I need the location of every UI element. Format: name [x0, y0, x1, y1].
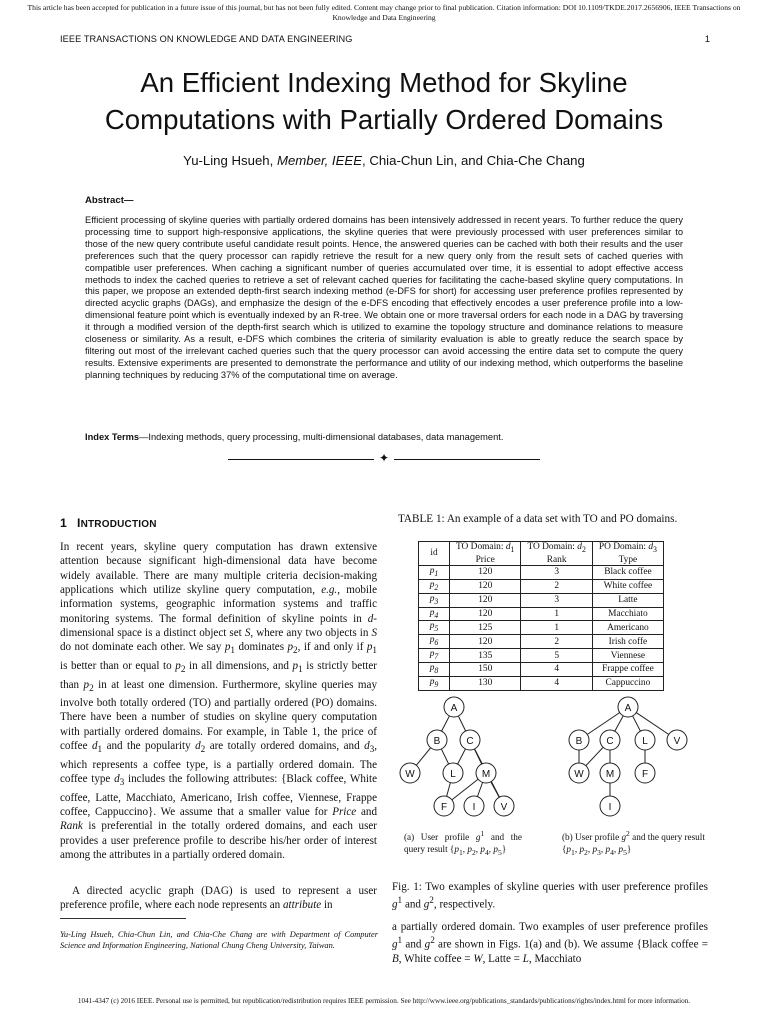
svg-text:I: I	[472, 802, 476, 813]
g2-node-i	[600, 796, 620, 816]
section-title-rest: NTRODUCTION	[80, 519, 157, 530]
g2-node-w	[569, 763, 589, 783]
publication-notice: This article has been accepted for publication in a future issue of this journal, but has not been fully edited. Content may change prior to final publication. Citation information: DOI 10.1109/TKDE.2017.2656906, IEEE Transactions on Knowledge and Data Engineering	[27, 3, 741, 22]
cell-type: Americano	[592, 621, 663, 635]
index-terms-text: —Indexing methods, query processing, multi-dimensional databases, data management.	[139, 432, 504, 442]
g1-node-i	[464, 796, 484, 816]
cell-type: Black coffee	[592, 565, 663, 579]
svg-text:B: B	[433, 736, 441, 747]
g1-node-l	[443, 763, 463, 783]
g2-node-b	[569, 730, 589, 750]
g2-node-v	[667, 730, 687, 750]
g1-node-v	[494, 796, 514, 816]
divider-line-right	[394, 459, 540, 460]
cell-price: 150	[450, 663, 521, 677]
table-row	[419, 649, 664, 663]
index-terms	[85, 432, 685, 442]
cell-id: $p_5$	[419, 621, 450, 635]
index-terms-label: Index Terms	[85, 432, 140, 442]
table-row	[419, 635, 664, 649]
svg-text:V: V	[500, 802, 508, 813]
intro-paragraph-2: A directed acyclic graph (DAG) is used to represent a user preference profile, where each node represents an attribute in	[60, 885, 377, 912]
table-row	[419, 607, 664, 621]
cell-rank: 1	[521, 621, 592, 635]
data-table	[418, 541, 664, 691]
right-column-paragraph: a partially ordered domain. Two examples of user preference profiles $g^1$ and $g^2$ are shown in Figs. 1(a) and (b). We assume {Black coffee = B, White coffee = W, Latte = L, Macchiato	[392, 921, 708, 966]
author-1-role: Member, IEEE	[276, 153, 362, 168]
table-header-domain2: TO Domain: $d_2$	[521, 542, 592, 555]
cell-rank: 3	[521, 593, 592, 607]
cell-id: $p_3$	[419, 593, 450, 607]
g1-node-a	[444, 697, 464, 717]
cell-rank: 3	[521, 565, 592, 579]
g2-node-c	[600, 730, 620, 750]
author-list	[40, 153, 728, 168]
g1-node-c	[460, 730, 480, 750]
paper-title	[40, 64, 728, 138]
table-body	[419, 565, 664, 690]
cell-rank: 4	[521, 663, 592, 677]
author-affiliation-footnote: Yu-Ling Hsueh, Chia-Chun Lin, and Chia-Che Chang are with Department of Computer Science and Information Engineering, National Chung Cheng University, Taiwan.	[60, 930, 378, 950]
table-row	[419, 593, 664, 607]
svg-text:I: I	[608, 802, 612, 813]
footnote-rule	[60, 918, 186, 919]
author-1: Yu-Ling Hsueh,	[183, 153, 277, 168]
cell-price: 120	[450, 565, 521, 579]
cell-type: Irish coffe	[592, 635, 663, 649]
g2-node-l	[635, 730, 655, 750]
title-line-1: An Efficient Indexing Method for Skyline	[140, 67, 628, 98]
table-header-price: Price	[450, 555, 521, 566]
cell-rank: 1	[521, 607, 592, 621]
svg-text:W: W	[574, 769, 584, 780]
section-title-initial: I	[76, 516, 81, 530]
title-line-2: Computations with Partially Ordered Domains	[104, 104, 664, 135]
page-number: 1	[704, 34, 710, 44]
cell-price: 120	[450, 579, 521, 593]
cell-price: 120	[450, 607, 521, 621]
other-authors: , Chia-Chun Lin, and Chia-Che Chang	[362, 153, 585, 168]
cell-rank: 5	[521, 649, 592, 663]
intro-paragraph-1: In recent years, skyline query computation has drawn extensive attention because significant high-dimensional data have become widely available. There are many multiple criteria decision-making applications which utilize skyline query computation, e.g., mobile information systems, geographic information systems and traffic monitoring systems. The formal definition of skyline points in d-dimensional space is a distinct object set S, where any two objects in S do not dominate each other. We say $p_1$ dominates $p_2$, if and only if $p_1$ is better than or equal to $p_2$ in all dimensions, and $p_1$ is strictly better than $p_2$ in at least one dimension. Furthermore, skyline queries may involve both totally ordered (TO) and partially ordered (PO) domains. There have been a number of studies on skyline query computation with partially ordered domains. For example, in Table 1, the price of coffee $d_1$ and the popularity $d_2$ are totally ordered domains, and $d_3$, which represents a coffee type, is a partially ordered domain. The coffee type $d_3$ includes the following attributes: {Black coffee, White coffee, Latte, Macchiato, Americano, Irish coffee, Viennese, Frappe coffee, Cappuccino}. We assume that a smaller value for Price and Rank is preferential in the totally ordered domains, and each user provides a user preference profile to describe his/her order of interest among the attributes in a partially ordered domain.	[60, 541, 378, 861]
cell-type: Macchiato	[592, 607, 663, 621]
table-row	[419, 621, 664, 635]
cell-rank: 2	[521, 579, 592, 593]
cell-id: $p_4$	[419, 607, 450, 621]
cell-id: $p_2$	[419, 579, 450, 593]
svg-text:L: L	[642, 736, 648, 747]
subfigure-a-caption: (a) User profile $g^1$ and the query result {$p_1$, $p_2$, $p_4$, $p_5$}	[404, 829, 522, 857]
g2-node-f	[635, 763, 655, 783]
figure-1-caption: Fig. 1: Two examples of skyline queries with user preference profiles $g^1$ and $g^2$, respectively.	[392, 881, 708, 911]
svg-text:M: M	[605, 769, 615, 780]
table-header-rank: Rank	[521, 555, 592, 566]
g1-node-b	[427, 730, 447, 750]
cell-price: 130	[450, 676, 521, 690]
svg-text:F: F	[641, 769, 649, 780]
svg-text:L: L	[450, 769, 456, 780]
cell-type: Frappe coffee	[592, 663, 663, 677]
g1-node-f	[434, 796, 454, 816]
table-row	[419, 676, 664, 690]
divider-line-left	[228, 459, 374, 460]
cell-rank: 2	[521, 635, 592, 649]
table-header-domain3: PO Domain: $d_3$	[592, 542, 663, 555]
cell-rank: 4	[521, 676, 592, 690]
table-header-domain1: TO Domain: $d_1$	[450, 542, 521, 555]
running-head: IEEE TRANSACTIONS ON KNOWLEDGE AND DATA ENGINEERING	[60, 34, 353, 44]
divider-diamond-icon: ✦	[378, 451, 390, 465]
table-caption: TABLE 1: An example of a data set with TO and PO domains.	[398, 513, 678, 525]
cell-type: Cappuccino	[592, 676, 663, 690]
section-number: 1	[60, 516, 67, 530]
g2-node-m	[600, 763, 620, 783]
svg-text:V: V	[673, 736, 681, 747]
cell-id: $p_6$	[419, 635, 450, 649]
svg-text:C: C	[466, 736, 474, 747]
cell-id: $p_8$	[419, 663, 450, 677]
cell-id: $p_1$	[419, 565, 450, 579]
table-row	[419, 579, 664, 593]
cell-price: 125	[450, 621, 521, 635]
svg-text:M: M	[481, 769, 491, 780]
cell-price: 120	[450, 635, 521, 649]
table-header-type: Type	[592, 555, 663, 566]
cell-price: 120	[450, 593, 521, 607]
graph-g1	[400, 697, 514, 816]
svg-text:W: W	[405, 769, 415, 780]
cell-id: $p_7$	[419, 649, 450, 663]
cell-price: 135	[450, 649, 521, 663]
figure-1-graphs	[380, 690, 710, 826]
graph-g2	[569, 697, 687, 816]
cell-id: $p_9$	[419, 676, 450, 690]
subfigure-b-caption: (b) User profile $g^2$ and the query result {$p_1$, $p_2$, $p_3$, $p_4$, $p_5$}	[562, 829, 705, 857]
svg-text:A: A	[450, 703, 458, 714]
svg-text:F: F	[440, 802, 448, 813]
cell-type: Latte	[592, 593, 663, 607]
table-row	[419, 663, 664, 677]
g2-node-a	[618, 697, 638, 717]
cell-type: Viennese	[592, 649, 663, 663]
cell-type: White coffee	[592, 579, 663, 593]
table-row	[419, 565, 664, 579]
section-heading	[60, 516, 157, 530]
svg-text:C: C	[606, 736, 614, 747]
g1-node-m	[476, 763, 496, 783]
svg-text:A: A	[624, 703, 632, 714]
table-header-id: id	[419, 542, 450, 566]
abstract-heading: Abstract—	[85, 195, 134, 206]
g1-node-w	[400, 763, 420, 783]
svg-text:B: B	[575, 736, 583, 747]
abstract-text: Efficient processing of skyline queries with partially ordered domains has been intensively addressed in recent years. To further reduce the query processing time to support high-responsive applications, the skyline queries that were previously processed with user preferences similar to those of the new query contribute useful candidate result points. Hence, the answered queries can be cached with both their results and the user preferences such that the query processor can rapidly retrieve the result for a new query only from the result sets of cached queries with compatible user preferences. When caching a significant number of queries accumulated over time, it is essential to adopt effective access methods to index the cached queries to retrieve a set of relevant cached queries for facilitating the cache-based skyline query computations. In this paper, we propose an extended depth-first search indexing method (e-DFS for short) for accessing user preference profiles represented by directed acyclic graphs (DAGs), and emphasize the design of the e-DFS encoding that effectively encodes a user preference profile into a low-dimensional feature point which is eventually indexed by an R-tree. We obtain one or more traversal orders for each node in a DAG by traversing it through a modified version of the depth-first search which is utilized to examine the topology structure and dominance relations to measure closeness or similarity. As a result, e-DFS which combines the criteria of similarity evaluation is able to greatly reduce the search space by filtering out most of the irrelevant cached queries such that the query processor can avoid accessing the entire data set to compute the query results. Extensive experiments are presented to demonstrate the performance and utility of our indexing method, which outperforms the baseline planning techniques by reducing 37% of the computational time on average.	[85, 215, 683, 380]
copyright-footer: 1041-4347 (c) 2016 IEEE. Personal use is permitted, but republication/redistribution requires IEEE permission. See http://www.ieee.org/publications_standards/publications/rights/index.html for more information.	[77, 997, 691, 1005]
